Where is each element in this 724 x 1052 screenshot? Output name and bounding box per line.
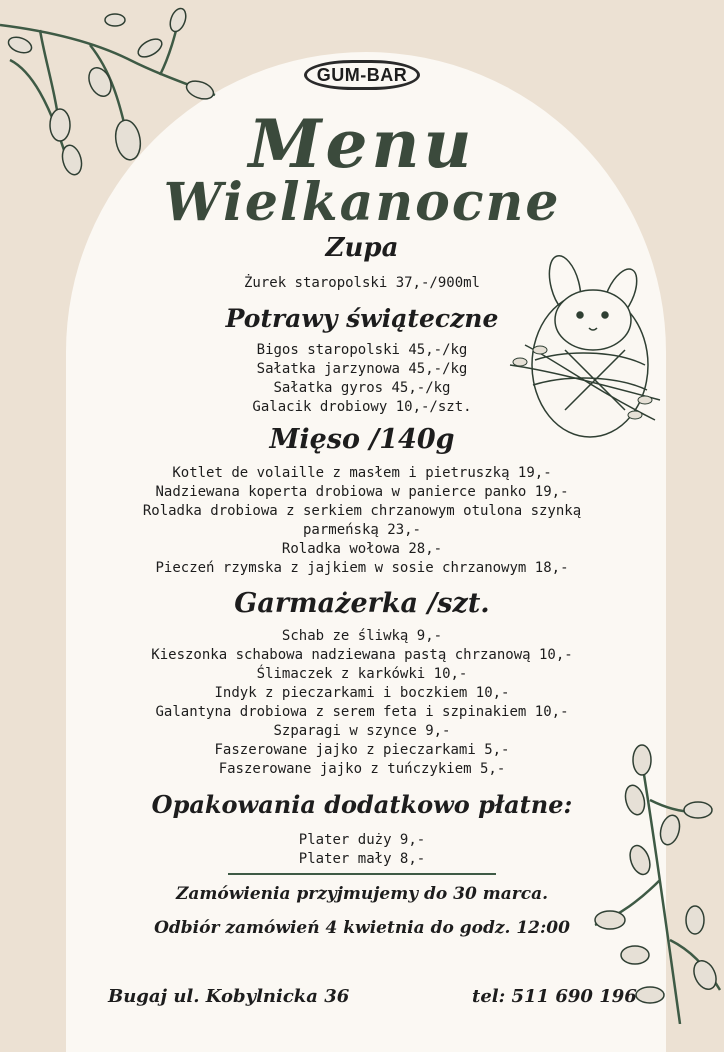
menu-title: Menu <box>248 105 476 183</box>
menu-item: Plater duży 9,- <box>298 832 426 848</box>
menu-item: Schab ze śliwką 9,- <box>281 628 443 644</box>
section-items-opakowania <box>0 831 724 869</box>
section-heading-zupa: Zupa <box>325 233 399 263</box>
section-items-zupa <box>0 274 724 293</box>
menu-item: Sałatka gyros 45,-/kg <box>273 380 451 396</box>
menu-subtitle: Wielkanocne <box>163 172 561 233</box>
menu-item: Faszerowane jajko z pieczarkami 5,- <box>214 742 510 758</box>
menu-item: Kieszonka schabowa nadziewana pastą chrzanową 10,- <box>151 647 573 663</box>
menu-item: Roladka wołowa 28,- <box>281 541 443 557</box>
logo-text: GUM-BAR <box>304 60 421 90</box>
menu-item: Pieczeń rzymska z jajkiem w sosie chrzanowym 18,- <box>155 560 569 576</box>
menu-item: Sałatka jarzynowa 45,-/kg <box>256 361 468 377</box>
section-heading-potrawy: Potrawy świąteczne <box>225 304 499 333</box>
menu-item: parmeńską 23,- <box>302 522 421 538</box>
pickup-note: Odbiór zamówień 4 kwietnia do godz. 12:00 <box>154 918 570 938</box>
menu-item: Plater mały 8,- <box>298 851 426 867</box>
footer-phone: tel: 511 690 196 <box>472 986 637 1007</box>
divider <box>228 873 496 875</box>
section-items-mieso <box>0 464 724 578</box>
footer-address: Bugaj ul. Kobylnicka 36 <box>108 986 350 1007</box>
menu-item: Galantyna drobiowa z serem feta i szpinakiem 10,- <box>155 704 569 720</box>
section-heading-opakowania: Opakowania dodatkowo płatne: <box>151 790 573 819</box>
section-items-garmazerka <box>0 627 724 779</box>
menu-item: Galacik drobiowy 10,-/szt. <box>252 399 472 415</box>
menu-item: Kotlet de volaille z masłem i pietruszką 19,- <box>172 465 552 481</box>
order-deadline-note: Zamówienia przyjmujemy do 30 marca. <box>176 884 548 904</box>
menu-item: Bigos staropolski 45,-/kg <box>256 342 468 358</box>
section-items-potrawy <box>0 341 724 417</box>
menu-item: Nadziewana koperta drobiowa w panierce panko 19,- <box>155 484 569 500</box>
menu-item: Szparagi w szynce 9,- <box>273 723 451 739</box>
section-heading-garmazerka: Garmażerka /szt. <box>234 588 490 619</box>
menu-item: Roladka drobiowa z serkiem chrzanowym otulona szynką <box>142 503 582 519</box>
menu-item: Żurek staropolski 37,-/900ml <box>243 275 480 291</box>
menu-item: Indyk z pieczarkami i boczkiem 10,- <box>214 685 510 701</box>
pussy-willow-branch-icon <box>580 740 724 1024</box>
menu-item: Faszerowane jajko z tuńczykiem 5,- <box>218 761 506 777</box>
section-heading-mieso: Mięso /140g <box>269 424 455 455</box>
logo <box>0 60 724 90</box>
menu-item: Ślimaczek z karkówki 10,- <box>256 666 468 682</box>
